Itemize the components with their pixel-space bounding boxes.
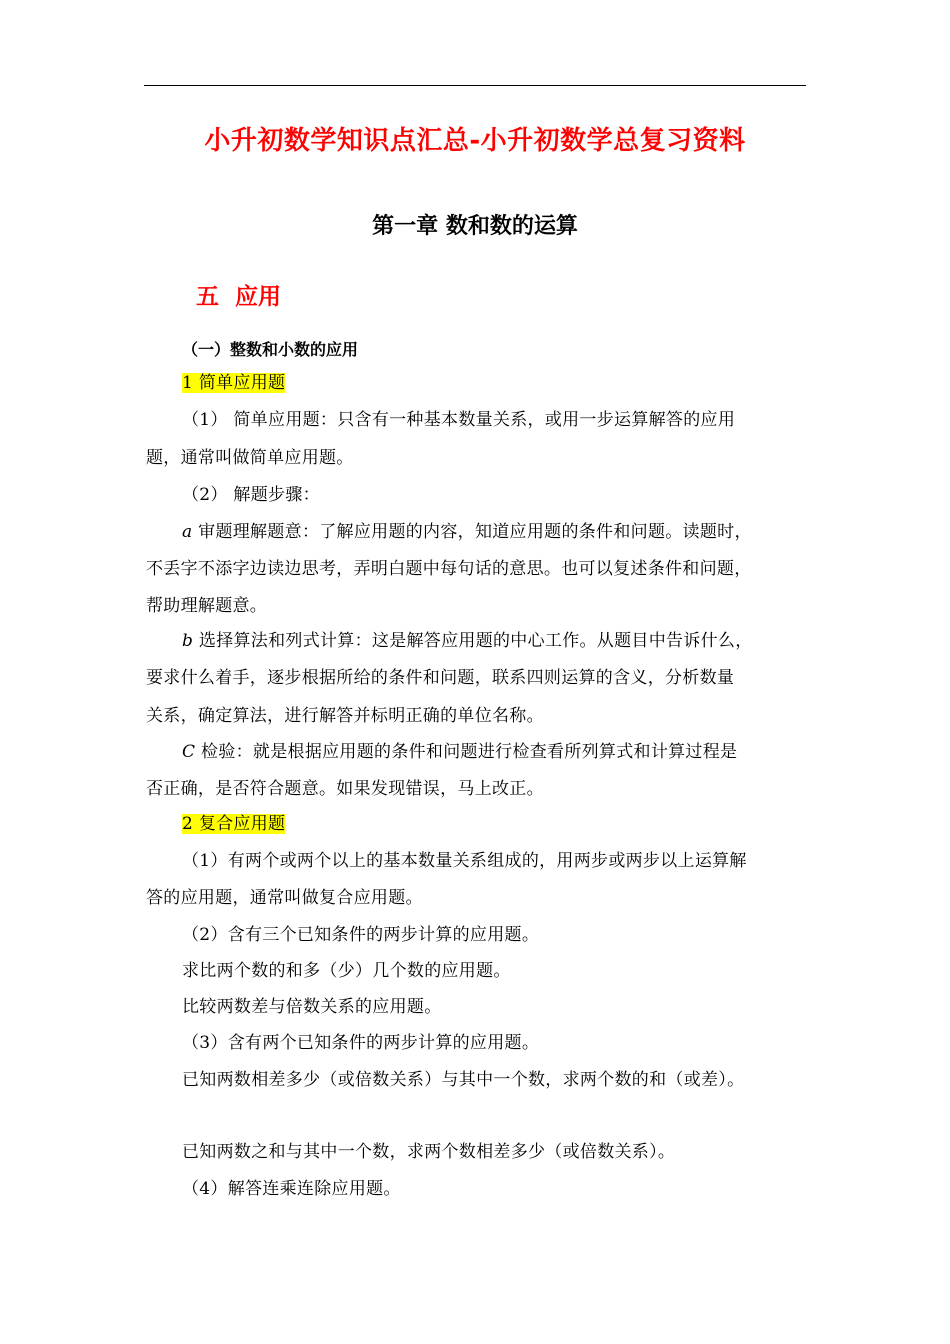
chapter-title: 第一章 数和数的运算 xyxy=(372,214,578,239)
paragraph-line: 已知两数相差多少（或倍数关系）与其中一个数，求两个数的和（或差）。 xyxy=(182,1070,745,1090)
subsection-title: （一）整数和小数的应用 xyxy=(182,340,359,359)
paragraph-line: 否正确，是否符合题意。如果发现错误，马上改正。 xyxy=(146,779,544,799)
paragraph-line: 已知两数之和与其中一个数，求两个数相差多少（或倍数关系）。 xyxy=(182,1142,676,1162)
paragraph-line: 不丢字不添字边读边思考，弄明白题中每句话的意思。也可以复述条件和问题， xyxy=(146,559,752,579)
paragraph-line: 比较两数差与倍数关系的应用题。 xyxy=(182,997,442,1017)
highlighted-heading: 2 复合应用题 xyxy=(182,814,286,834)
step-c-line xyxy=(182,740,737,764)
highlighted-heading: 1 简单应用题 xyxy=(182,373,286,393)
paragraph-line: （2）含有三个已知条件的两步计算的应用题。 xyxy=(182,925,540,945)
step-b-line xyxy=(182,629,753,653)
step-letter: a xyxy=(182,522,193,542)
step-text: 审题理解题意：了解应用题的内容，知道应用题的条件和问题。读题时， xyxy=(192,522,752,542)
step-text: 检验：就是根据应用题的条件和问题进行检查看所列算式和计算过程是 xyxy=(195,742,738,762)
heading-compound-problems xyxy=(182,812,285,836)
paragraph-line: 关系，确定算法，进行解答并标明正确的单位名称。 xyxy=(146,706,544,726)
document-title: 小升初数学知识点汇总-小升初数学总复习资料 xyxy=(204,126,746,156)
paragraph-line: 要求什么着手，逐步根据所给的条件和问题，联系四则运算的含义，分析数量 xyxy=(146,668,735,688)
step-text: 选择算法和列式计算：这是解答应用题的中心工作。从题目中告诉什么， xyxy=(193,631,753,651)
paragraph-line: （1）有两个或两个以上的基本数量关系组成的，用两步或两步以上运算解 xyxy=(182,851,747,871)
paragraph-line: （2） 解题步骤： xyxy=(182,485,320,505)
paragraph-line: 答的应用题，通常叫做复合应用题。 xyxy=(146,888,423,908)
paragraph-line: 题，通常叫做简单应用题。 xyxy=(146,448,354,468)
step-letter: C xyxy=(182,742,196,762)
heading-simple-problems xyxy=(182,371,285,395)
step-letter: b xyxy=(182,631,194,651)
paragraph-line: （1） 简单应用题：只含有一种基本数量关系，或用一步运算解答的应用 xyxy=(182,410,736,430)
step-a-line xyxy=(182,520,752,544)
paragraph-line: 帮助理解题意。 xyxy=(146,596,268,616)
paragraph-line: 求比两个数的和多（少）几个数的应用题。 xyxy=(182,961,511,981)
paragraph-line: （3）含有两个已知条件的两步计算的应用题。 xyxy=(182,1033,540,1053)
header-rule xyxy=(144,85,806,86)
section-title: 五 应用 xyxy=(196,284,282,310)
paragraph-line: （4）解答连乘连除应用题。 xyxy=(182,1179,401,1199)
